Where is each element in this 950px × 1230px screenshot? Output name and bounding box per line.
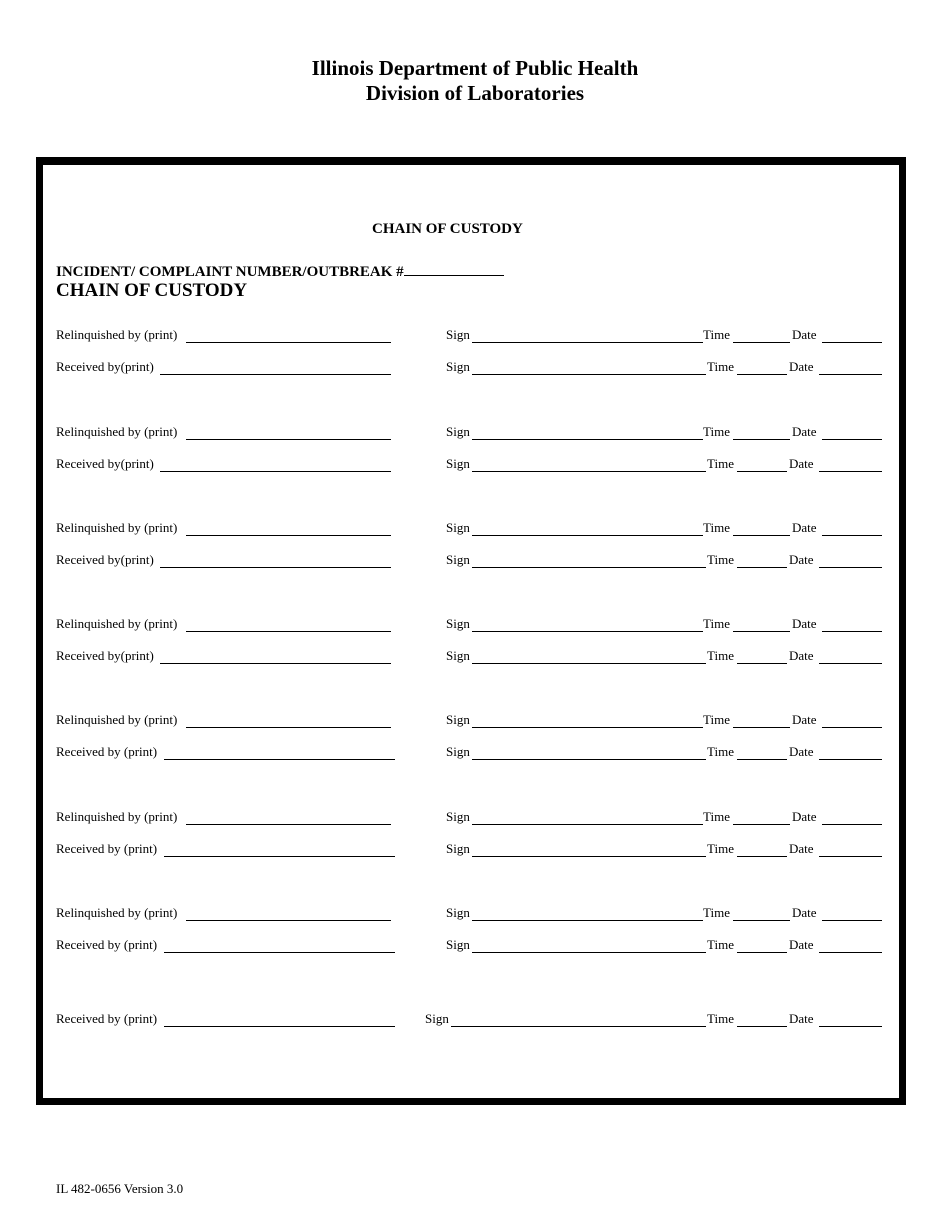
time-label: Time (707, 841, 734, 856)
print-label: Received by (print) (56, 841, 158, 856)
incident-number-blank[interactable] (404, 261, 504, 276)
print-name-field[interactable] (164, 952, 395, 953)
date-field[interactable] (819, 567, 882, 568)
print-label: Received by (print) (56, 937, 158, 952)
print-label: Relinquished by (print) (56, 905, 178, 920)
print-name-field[interactable] (160, 567, 391, 568)
time-label: Time (703, 424, 730, 439)
print-name-field[interactable] (186, 535, 391, 536)
time-field[interactable] (733, 535, 790, 536)
print-name-field[interactable] (164, 856, 395, 857)
signature-field[interactable] (472, 759, 706, 760)
sign-label: Sign (446, 809, 470, 824)
time-field[interactable] (733, 727, 790, 728)
date-field[interactable] (819, 374, 882, 375)
print-label: Relinquished by (print) (56, 712, 178, 727)
division-name: Division of Laboratories (365, 81, 585, 105)
signature-field[interactable] (472, 471, 706, 472)
print-name-field[interactable] (186, 920, 391, 921)
signature-field[interactable] (472, 824, 703, 825)
date-label: Date (789, 456, 814, 471)
custody-row (0, 711, 950, 729)
date-label: Date (792, 327, 817, 342)
print-label: Received by(print) (56, 648, 154, 663)
print-name-field[interactable] (186, 342, 391, 343)
custody-row (0, 808, 950, 826)
signature-field[interactable] (472, 567, 706, 568)
date-label: Date (789, 648, 814, 663)
signature-field[interactable] (472, 439, 703, 440)
time-field[interactable] (737, 1026, 787, 1027)
print-name-field[interactable] (186, 727, 391, 728)
form-number: IL 482-0656 Version 3.0 (56, 1181, 184, 1196)
date-label: Date (792, 424, 817, 439)
custody-row (0, 519, 950, 537)
sign-label: Sign (446, 456, 470, 471)
date-label: Date (789, 359, 814, 374)
print-label: Received by(print) (56, 359, 154, 374)
print-name-field[interactable] (186, 439, 391, 440)
date-field[interactable] (819, 759, 882, 760)
custody-row (0, 743, 950, 761)
time-field[interactable] (737, 567, 787, 568)
time-label: Time (707, 744, 734, 759)
time-label: Time (707, 648, 734, 663)
print-label: Relinquished by (print) (56, 616, 178, 631)
date-label: Date (792, 905, 817, 920)
sign-label: Sign (446, 359, 470, 374)
time-label: Time (703, 616, 730, 631)
sign-label: Sign (425, 1011, 449, 1026)
date-field[interactable] (822, 535, 882, 536)
sign-label: Sign (446, 744, 470, 759)
time-label: Time (703, 327, 730, 342)
sign-label: Sign (446, 520, 470, 535)
print-label: Relinquished by (print) (56, 424, 178, 439)
sign-label: Sign (446, 424, 470, 439)
signature-field[interactable] (472, 952, 706, 953)
custody-row (0, 551, 950, 569)
date-label: Date (792, 616, 817, 631)
time-field[interactable] (737, 759, 787, 760)
time-label: Time (703, 712, 730, 727)
sign-label: Sign (446, 841, 470, 856)
date-field[interactable] (822, 631, 882, 632)
signature-field[interactable] (472, 535, 703, 536)
date-field[interactable] (822, 824, 882, 825)
sign-label: Sign (446, 616, 470, 631)
time-field[interactable] (733, 439, 790, 440)
time-label: Time (707, 1011, 734, 1026)
time-field[interactable] (733, 631, 790, 632)
time-label: Time (703, 520, 730, 535)
document-header (0, 56, 950, 106)
print-name-field[interactable] (160, 374, 391, 375)
time-field[interactable] (737, 952, 787, 953)
time-field[interactable] (733, 920, 790, 921)
date-label: Date (789, 841, 814, 856)
signature-field[interactable] (472, 374, 706, 375)
date-label: Date (789, 552, 814, 567)
sign-label: Sign (446, 648, 470, 663)
time-label: Time (703, 905, 730, 920)
time-field[interactable] (733, 824, 790, 825)
date-label: Date (792, 712, 817, 727)
custody-row (0, 936, 950, 954)
date-label: Date (792, 520, 817, 535)
date-field[interactable] (822, 342, 882, 343)
date-label: Date (792, 809, 817, 824)
time-label: Time (707, 456, 734, 471)
date-field[interactable] (819, 856, 882, 857)
time-field[interactable] (737, 663, 787, 664)
print-name-field[interactable] (160, 663, 391, 664)
time-field[interactable] (737, 856, 787, 857)
time-field[interactable] (737, 374, 787, 375)
signature-field[interactable] (472, 920, 703, 921)
sign-label: Sign (446, 937, 470, 952)
incident-number-label: INCIDENT/ COMPLAINT NUMBER/OUTBREAK # (56, 264, 404, 280)
date-label: Date (789, 1011, 814, 1026)
date-field[interactable] (822, 920, 882, 921)
sign-label: Sign (446, 712, 470, 727)
print-name-field[interactable] (164, 759, 395, 760)
custody-row (0, 647, 950, 665)
print-label: Received by (print) (56, 1011, 158, 1026)
signature-field[interactable] (451, 1026, 706, 1027)
signature-field[interactable] (472, 856, 706, 857)
print-label: Relinquished by (print) (56, 809, 178, 824)
custody-row (0, 615, 950, 633)
time-field[interactable] (737, 471, 787, 472)
custody-row (0, 358, 950, 376)
time-label: Time (707, 359, 734, 374)
custody-row (0, 326, 950, 344)
date-label: Date (789, 937, 814, 952)
date-field[interactable] (819, 1026, 882, 1027)
date-field[interactable] (819, 663, 882, 664)
print-name-field[interactable] (186, 824, 391, 825)
sign-label: Sign (446, 552, 470, 567)
date-field[interactable] (819, 952, 882, 953)
time-field[interactable] (733, 342, 790, 343)
date-field[interactable] (822, 727, 882, 728)
agency-name: Illinois Department of Public Health (311, 56, 639, 80)
date-field[interactable] (819, 471, 882, 472)
time-label: Time (707, 552, 734, 567)
print-name-field[interactable] (164, 1026, 395, 1027)
custody-row (0, 455, 950, 473)
form-title: CHAIN OF CUSTODY (372, 221, 523, 237)
custody-row (0, 904, 950, 922)
print-label: Relinquished by (print) (56, 520, 178, 535)
print-label: Relinquished by (print) (56, 327, 178, 342)
sign-label: Sign (446, 905, 470, 920)
incident-number-field[interactable] (56, 261, 504, 281)
print-label: Received by(print) (56, 456, 154, 471)
signature-field[interactable] (472, 631, 703, 632)
sign-label: Sign (446, 327, 470, 342)
custody-row (0, 1010, 950, 1028)
signature-field[interactable] (472, 727, 703, 728)
date-label: Date (789, 744, 814, 759)
custody-row (0, 423, 950, 441)
date-field[interactable] (822, 439, 882, 440)
signature-field[interactable] (472, 342, 703, 343)
time-label: Time (707, 937, 734, 952)
print-label: Received by(print) (56, 552, 154, 567)
time-label: Time (703, 809, 730, 824)
print-name-field[interactable] (160, 471, 391, 472)
print-label: Received by (print) (56, 744, 158, 759)
print-name-field[interactable] (186, 631, 391, 632)
signature-field[interactable] (472, 663, 706, 664)
form-subtitle: CHAIN OF CUSTODY (56, 280, 248, 301)
custody-row (0, 840, 950, 858)
